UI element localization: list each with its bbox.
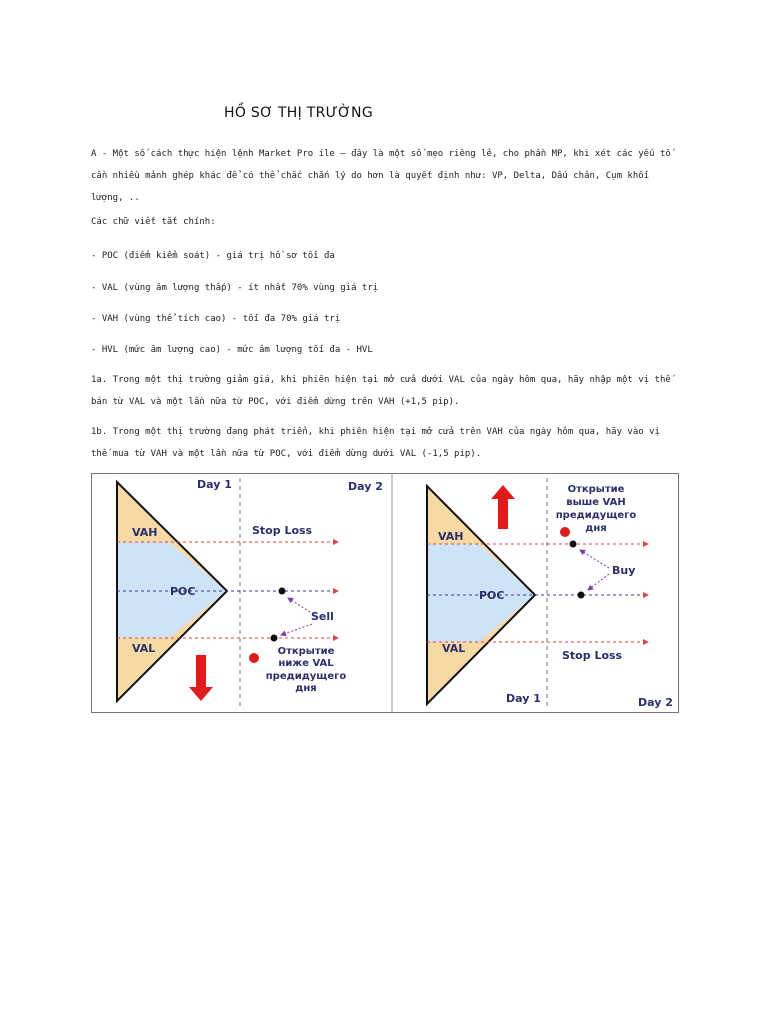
- right-vah-entry-dot: [570, 541, 577, 548]
- rule-1b: 1b. Trong một thị trường đang phát triển, khi phiên hiện tại mở cửa trên VAH của ngày hôm qua, hãy vào vị thế mua từ VAH và một lần nữa từ POC, với điểm dừng dưới VAL (-1,5 pip).: [91, 427, 660, 459]
- left-note-line2: ниже VAL: [278, 658, 334, 669]
- right-up-arrow-icon: [491, 485, 515, 529]
- left-poc-label: POC: [170, 585, 196, 598]
- left-val-label: VAL: [132, 642, 156, 655]
- right-day1-label: Day 1: [506, 692, 541, 705]
- left-day1-label: Day 1: [197, 478, 232, 491]
- abbreviations-heading: Các chữ viết tắt chính:: [91, 217, 216, 227]
- left-open-dot: [249, 653, 259, 663]
- left-poc-entry-dot: [279, 588, 286, 595]
- right-val-label: VAL: [442, 642, 466, 655]
- left-note-line3: предидущего: [265, 671, 347, 682]
- right-buy-label: Buy: [612, 564, 636, 577]
- page-title: HỒ SƠ THỊ TRƯỜNG: [224, 105, 373, 121]
- right-buy-arrow-vah: [580, 550, 609, 568]
- left-down-arrow-icon: [189, 655, 213, 701]
- left-panel: [117, 478, 383, 710]
- left-val-entry-dot: [271, 635, 278, 642]
- right-poc-entry-dot: [578, 592, 585, 599]
- left-note-line4: дня: [295, 683, 317, 694]
- left-vah-label: VAH: [132, 526, 158, 539]
- right-note-line3: предидущего: [555, 510, 637, 521]
- market-profile-figure: [91, 473, 679, 713]
- market-profile-diagram: [92, 474, 678, 712]
- left-day2-label: Day 2: [348, 480, 383, 493]
- right-day2-label: Day 2: [638, 696, 673, 709]
- right-stop-loss-label: Stop Loss: [562, 649, 623, 662]
- right-panel: [427, 478, 673, 710]
- intro-paragraph: A - Một số cách thực hiện lệnh Market Pro ile – đây là một số mẹo riêng lẻ, cho phần MP, khi xét các yếu tố cần nhiều mảnh ghép khác để có thể chắc chắn lý do hơn là quyết định như: VP, Delta, Dấu chân, Cụm khối lượng, ..: [91, 149, 671, 203]
- right-poc-label: POC: [479, 589, 505, 602]
- left-sell-label: Sell: [311, 610, 334, 623]
- abbr-hvl: - HVL (mức âm lượng cao) - mức âm lượng tối đa - HVL: [91, 345, 373, 355]
- rule-1a: 1a. Trong một thị trường giảm giá, khi phiên hiện tại mở cửa dưới VAL của ngày hôm qua, hãy nhập một vị thế bán từ VAL và một lần nữa từ POC, với điểm dừng trên VAH (+1,5 pip).: [91, 375, 671, 407]
- right-vah-label: VAH: [438, 530, 464, 543]
- right-buy-arrow-poc: [588, 574, 609, 590]
- abbr-vah: - VAH (vùng thể tích cao) - tối đa 70% giá trị: [91, 314, 341, 324]
- left-sell-arrow-poc: [288, 598, 310, 612]
- left-note-line1: Открытие: [277, 646, 335, 657]
- abbr-val: - VAL (vùng âm lượng thấp) - ít nhất 70% vùng giá trị: [91, 283, 379, 293]
- right-note-line1: Открытие: [567, 484, 625, 495]
- right-note-line4: дня: [585, 523, 607, 534]
- right-note-line2: выше VAH: [566, 497, 626, 508]
- abbr-poc: - POC (điểm kiểm soát) - giá trị hồ sơ tối đa: [91, 251, 335, 261]
- left-sell-arrow-val: [281, 624, 312, 635]
- left-stop-loss-label: Stop Loss: [252, 524, 313, 537]
- right-open-dot: [560, 527, 570, 537]
